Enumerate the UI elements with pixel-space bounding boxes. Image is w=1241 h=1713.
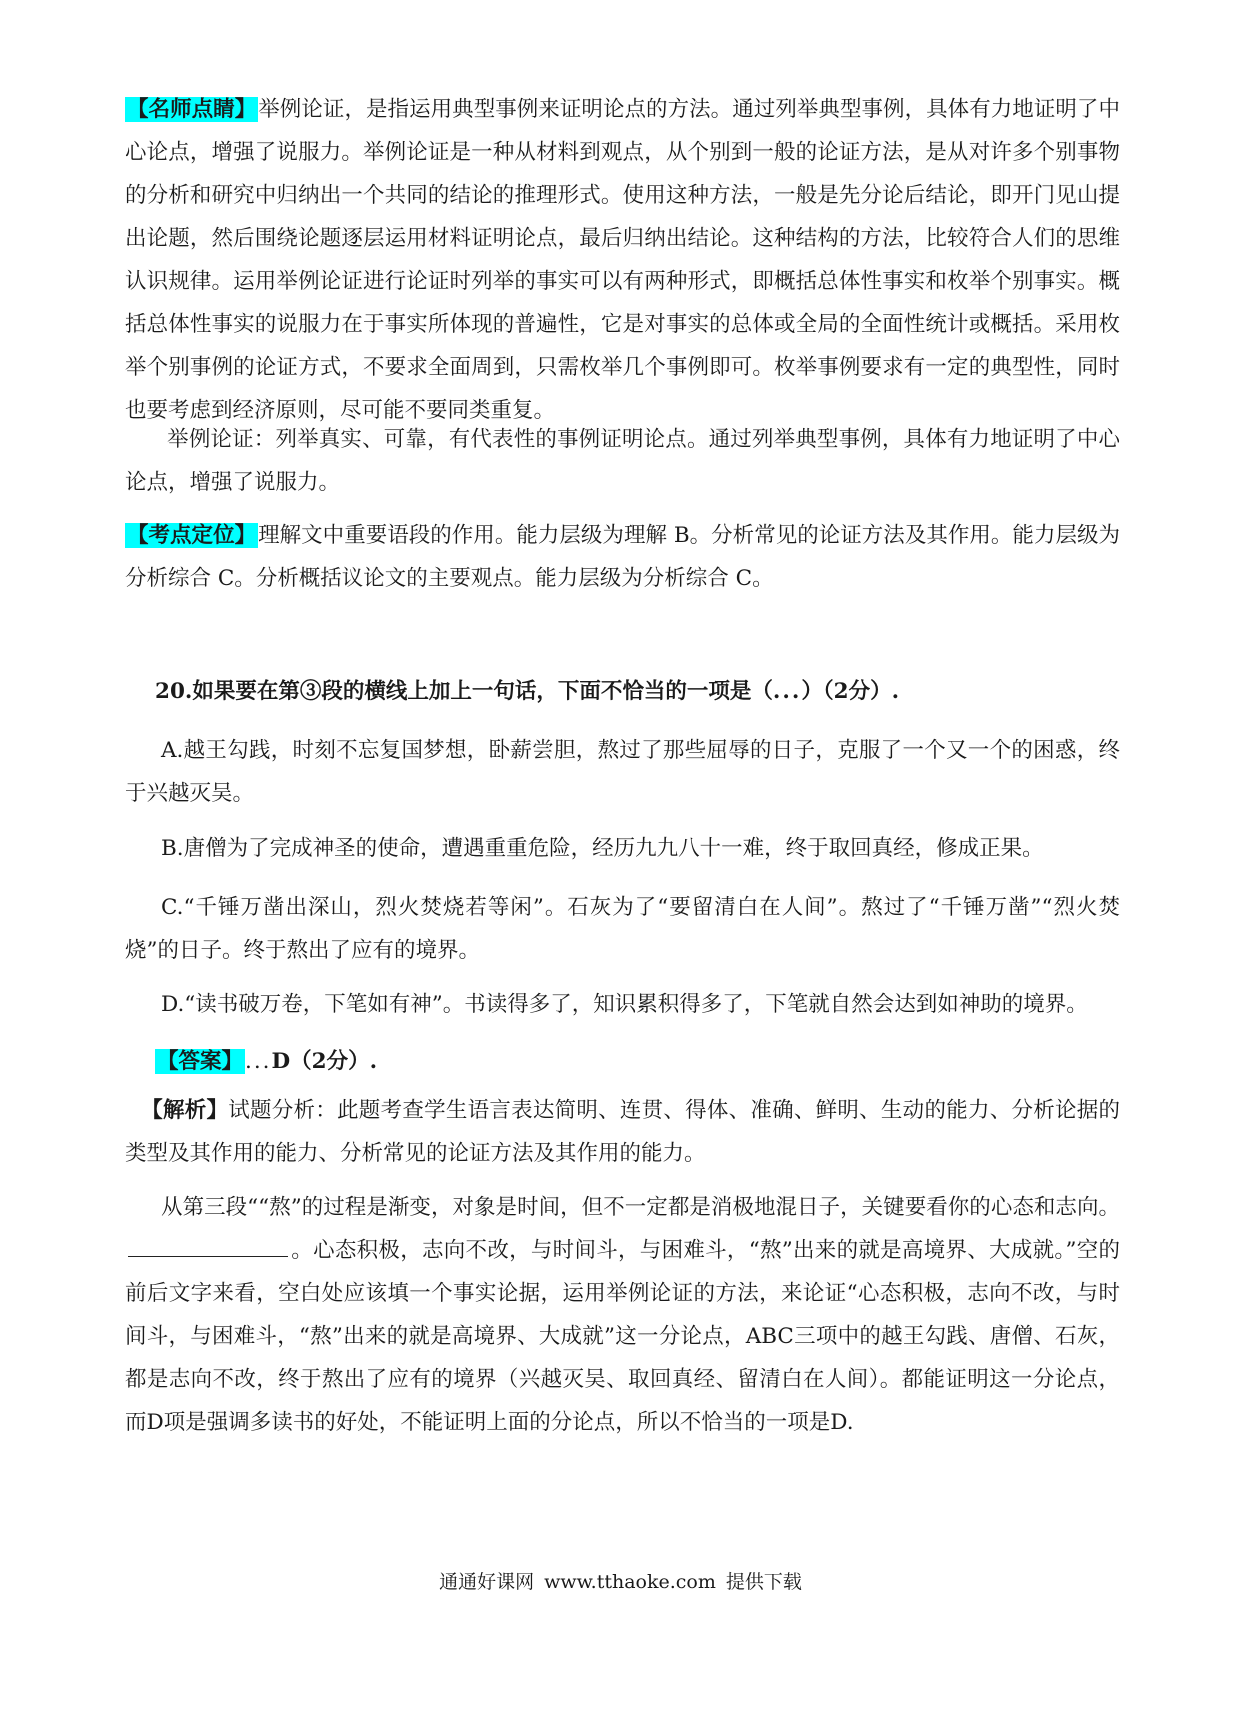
exam-point-paragraph <box>125 514 1120 600</box>
fill-blank-line <box>128 1234 288 1257</box>
option-a-text: A.越王勾践，时刻不忘复国梦想，卧薪尝胆，熬过了那些屈辱的日子，克服了一个又一个的困惑，终于兴越灭吴。 <box>125 738 1120 806</box>
option-d-text: D.“读书破万卷，下笔如有神”。书读得多了，知识累积得多了，下笔就自然会达到如神助的境界。 <box>161 992 1088 1017</box>
question-stem-score: ）（2分）. <box>801 679 900 704</box>
famous-teacher-tag: 【名师点睛】 <box>127 97 257 122</box>
analysis-detail-text-a: 从第三段““熬”的过程是渐变，对象是时间，但不一定都是消极地混日子，关键要看你的心态和志向。 <box>161 1195 1120 1220</box>
option-b <box>125 827 1120 870</box>
question-stem <box>125 670 1120 713</box>
answer-text: D（2分）. <box>271 1049 378 1074</box>
answer-dots: ... <box>245 1049 272 1074</box>
analysis-tag: 【解析】 <box>141 1098 229 1123</box>
option-b-text: B.唐僧为了完成神圣的使命，遭遇重重危险，经历九九八十一难，终于取回真经，修成正果。 <box>161 836 1044 861</box>
option-a <box>125 729 1120 815</box>
example-argument-paragraph <box>125 418 1120 504</box>
page-footer <box>0 1567 1241 1594</box>
answer-line <box>125 1040 1120 1083</box>
footer-suffix: 提供下载 <box>725 1571 802 1593</box>
example-argument-text: 举例论证：列举真实、可靠，有代表性的事例证明论点。通过列举典型事例，具体有力地证明了中心论点，增强了说服力。 <box>125 427 1120 495</box>
analysis-text: 试题分析：此题考查学生语言表达简明、连贯、得体、准确、鲜明、生动的能力、分析论据的类型及其作用的能力、分析常见的论证方法及其作用的能力。 <box>125 1098 1120 1166</box>
analysis-detail-paragraph <box>125 1186 1120 1444</box>
question-stem-dots: ... <box>772 679 802 704</box>
exam-point-text: 理解文中重要语段的作用。能力层级为理解 B。分析常见的论证方法及其作用。能力层级为分析综合 C。分析概括议论文的主要观点。能力层级为分析综合 C。 <box>125 523 1120 591</box>
famous-teacher-paragraph <box>125 88 1120 432</box>
answer-tag: 【答案】 <box>157 1049 244 1074</box>
footer-site-name: 通通好课网 <box>439 1571 535 1593</box>
option-d <box>125 983 1120 1026</box>
analysis-detail-text-b: 。心态积极，志向不改，与时间斗，与困难斗，“熬”出来的就是高境界、大成就。”空的前后文字来看，空白处应该填一个事实论据，运用举例论证的方法，来论证“心态积极，志向不改，与时间斗，与困难斗，“熬”出来的就是高境界、大成就”这一分论点，ABC三项中的越王勾践、唐僧、石灰，都是志向不改，终于熬出了应有的境界（兴越灭吴、取回真经、留清白在人间）。都能证明这一分论点，而D项是强调多读书的好处，不能证明上面的分论点，所以不恰当的一项是D. <box>125 1238 1120 1435</box>
footer-url: www.tthaoke.com <box>544 1571 716 1593</box>
option-c <box>125 886 1120 972</box>
exam-point-tag: 【考点定位】 <box>127 523 257 548</box>
analysis-paragraph <box>125 1089 1120 1175</box>
option-c-text: C.“千锤万凿出深山，烈火焚烧若等闲”。石灰为了“要留清白在人间”。熬过了“千锤万凿”“烈火焚烧”的日子。终于熬出了应有的境界。 <box>125 895 1120 963</box>
question-stem-text: 20.如果要在第③段的横线上加上一句话，下面不恰当的一项是（ <box>155 679 773 704</box>
famous-teacher-text: 举例论证，是指运用典型事例来证明论点的方法。通过列举典型事例，具体有力地证明了中心论点，增强了说服力。举例论证是一种从材料到观点，从个别到一般的论证方法，是从对许多个别事物的分析和研究中归纳出一个共同的结论的推理形式。使用这种方法，一般是先分论后结论，即开门见山提出论题，然后围绕论题逐层运用材料证明论点，最后归纳出结论。这种结构的方法，比较符合人们的思维认识规律。运用举例论证进行论证时列举的事实可以有两种形式，即概括总体性事实和枚举个别事实。概括总体性事实的说服力在于事实所体现的普遍性，它是对事实的总体或全局的全面性统计或概括。采用枚举个别事例的论证方式，不要求全面周到，只需枚举几个事例即可。枚举事例要求有一定的典型性，同时也要考虑到经济原则，尽可能不要同类重复。 <box>125 97 1120 423</box>
